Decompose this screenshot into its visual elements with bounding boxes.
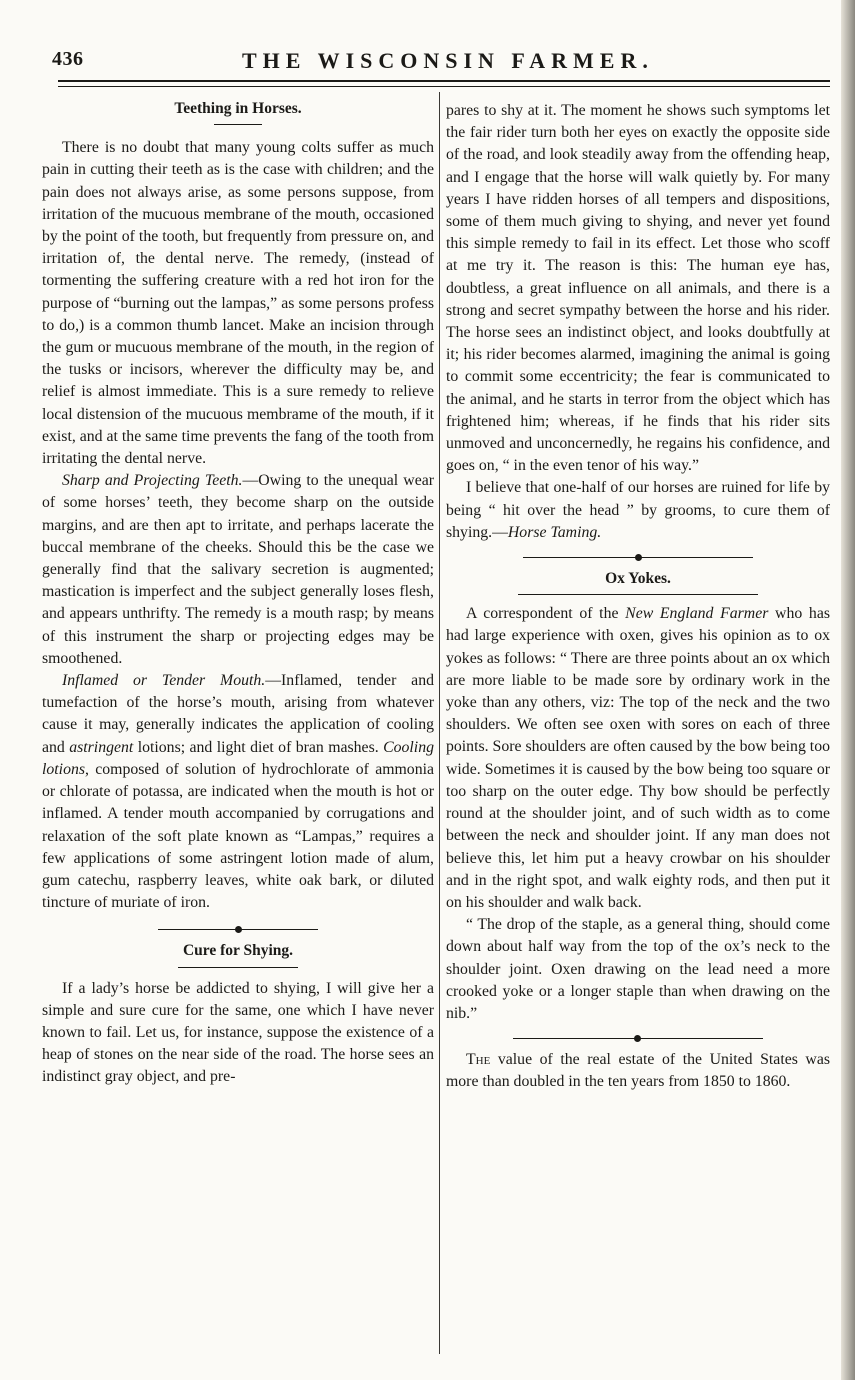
article-separator [158, 924, 318, 936]
inflamed-mouth-paragraph [42, 670, 434, 914]
teething-paragraph: There is no doubt that many young colts suffer as much pain in cutting their teeth as is the case with children; and the pain does not always arise, as some persons suppose, from irritation of the mucuous membrane of the mouth, occasioned by the point of the tooth, but frequently from pressure on, and irritation of, the dental nerve. The remedy, (instead of tormenting the suffering creature with a red hot iron for the purpose of “burning out the lampas,” as some persons profess to do,) is a common thumb lancet. Make an incision through the gum or mucuous membrane of the mouth, in the region of the tusks or incisors, wherever the difficulty may be, and relief is almost immediate. This is a sure remedy to relieve local distension of the mucuous membrame of the mouth, if it exist, and at the same time prevents the fang of the tooth from irritating the dental nerve. [42, 139, 434, 468]
shying-second-text: I believe that one-half of our horses are ruined for life by being “ hit over the head ” by grooms, to cure them of shying.— [446, 479, 830, 541]
ox-yokes-text: who has had large experience with oxen, gives his opinion as to ox yokes as follows: “ There are three points about an ox which are more liable to be made sore by ordinary work in the yoke than any others, viz: The top of the neck and the two shoulders. We often see oxen with sores on each of three points. Sore shoulders are often caused by the bow being too wide. Sometimes it is caused by the bow being too square or too sharp on the outer edge. Thy bow should be perfectly round at the shoulder joint, and of such width as to come between the neck and shoulder joint. If any man does not believe this, let him put a heavy crowbar on his shoulder and in the right spot, and walk eighty rods, and then put it on his shoulder and walk back. [446, 605, 830, 911]
page-header [52, 48, 830, 78]
sharp-teeth-heading: Sharp and Projecting Teeth. [62, 472, 243, 490]
separator-ornament [634, 1035, 641, 1042]
astringent-term: astringent [69, 738, 134, 756]
masthead-title: THE WISCONSIN FARMER. [242, 48, 654, 73]
title-underline [178, 967, 298, 968]
left-column [42, 96, 434, 1089]
title-underline [214, 124, 262, 125]
shying-source: Horse Taming. [507, 523, 602, 541]
newspaper-name: New England Farmer [625, 605, 769, 623]
real-estate-paragraph [446, 1049, 830, 1093]
separator-ornament [235, 926, 242, 933]
real-estate-lead: The [466, 1051, 491, 1069]
cooling-lotions-term: Cooling lotions [42, 738, 434, 778]
ox-yokes-paragraph [446, 603, 830, 914]
article-title-ox-yokes: Ox Yokes. [605, 570, 671, 588]
article-title-shying: Cure for Shying. [182, 942, 294, 960]
shying-continued-paragraph: pares to shy at it. The moment he shows such symptoms let the fair rider turn both her eyes on exactly the opposite side of the road, and look steadily away from the offending heap, and I engage that the horse will walk quietly by. For many years I have ridden horses of all tempers and dispositions, some of them much giving to shying, and never yet found this simple remedy to fail in its effect. Let those who scoff at me try it. The reason is this: The human eye has, doubtless, a great influence on all animals, and there is a strong and secret sympathy between the horse and his rider. The horse sees an indistinct object, and looks doubtfully at it; his rider becomes alarmed, imagining the animal is going to commit some eccentricity; the fear is communicated to the animal, and he starts in terror from the object which has frightened him; whereas, if he finds that his rider sits unmoved and unconcernedly, he regains his confidence, and goes on, “ in the even tenor of his way.” [446, 102, 830, 475]
shying-second-paragraph [446, 477, 830, 544]
page-number: 436 [52, 48, 84, 70]
header-rule-thick [58, 80, 830, 82]
ox-yokes-second-paragraph: “ The drop of the staple, as a general thing, should come down about half way from the top of the ox’s neck to the shoulder joint. Oxen drawing on the lead need a more crooked yoke or a longer staple than when drawing on the nib.” [446, 916, 830, 1022]
real-estate-text: value of the real estate of the United States was more than doubled in the ten years from 1850 to 1860. [446, 1051, 830, 1091]
inflamed-mouth-heading: Inflamed or Tender Mouth. [62, 672, 266, 690]
ox-yokes-lead: A correspondent of the [466, 605, 626, 623]
separator-ornament [635, 554, 642, 561]
sharp-teeth-text: —Owing to the unequal wear of some horses’ teeth, they become sharp on the outside margins, and are then apt to irritate, and perhaps lacerate the buccal membrane of the cheeks. Should this be the case we generally find that the salivary secretion is augmented; mastication is imperfect and the subject generally loses flesh, and appears unthrifty. The remedy is a mouth rasp; by means of this instrument the sharp or projecting edges may be smoothened. [42, 472, 434, 667]
sharp-teeth-paragraph [42, 470, 434, 670]
header-rule-thin [58, 86, 830, 87]
inflamed-text-1: —Inflamed, tender and tumefaction of the horse’s mouth, arising from whatever cause it may, generally indicates the application of cooling and [42, 672, 434, 756]
inflamed-text-2: lotions; and light diet of bran mashes. [133, 738, 384, 756]
title-underline [518, 594, 758, 595]
column-divider [439, 92, 440, 1354]
shying-paragraph: If a lady’s horse be addicted to shying, I will give her a simple and sure cure for the same, one which I have never known to fail. Let us, for instance, suppose the existence of a heap of stones on the near side of the road. The horse sees an indistinct gray object, and pre- [42, 979, 434, 1086]
inflamed-text-3: , composed of solution of hydrochlorate of ammonia or chlorate of potassa, are indicated when the mouth is hot or inflamed. A tender mouth accompanied by corrugations and relaxation of the soft plate known as “Lampas,” requires a few applications of some astringent lotion made of alum, gum catechu, raspberry leaves, white oak bark, or diluted tincture of muriate of iron. [42, 760, 434, 912]
article-separator [513, 1033, 763, 1045]
right-column [446, 100, 830, 1094]
article-separator [523, 552, 753, 564]
page-edge-shadow [841, 0, 855, 1380]
article-title-teething: Teething in Horses. [174, 100, 302, 117]
